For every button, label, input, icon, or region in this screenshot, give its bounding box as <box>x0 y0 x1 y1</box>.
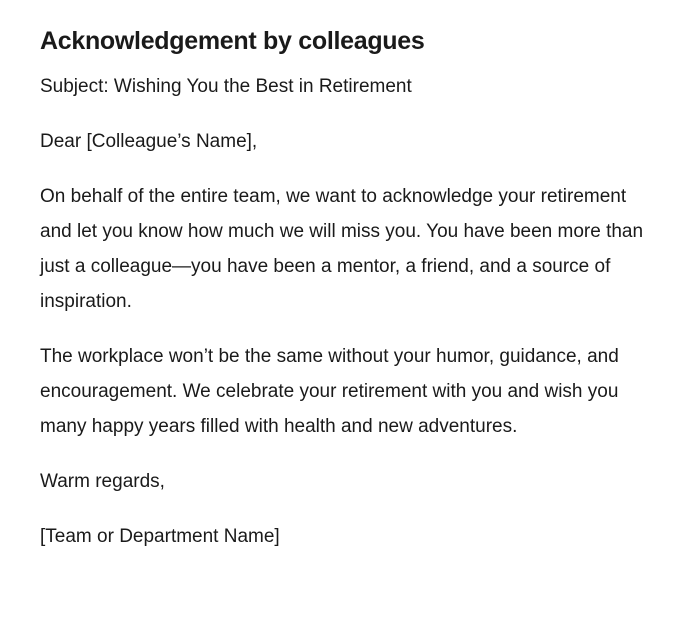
letter-greeting: Dear [Colleague’s Name], <box>40 131 258 152</box>
letter-signature: [Team or Department Name] <box>40 526 280 547</box>
letter-paragraph-2: The workplace won’t be the same without your humor, guidance, and encouragement. We celebrate your retirement with you and wish you many happy years filled with health and new adventures. <box>40 346 619 437</box>
letter-title: Acknowledgement by colleagues <box>40 27 425 55</box>
letter-subject: Subject: Wishing You the Best in Retirement <box>40 76 412 97</box>
letter-paragraph-1: On behalf of the entire team, we want to acknowledge your retirement and let you know how much we will miss you. You have been more than just a colleague—you have been a mentor, a friend, and a source of inspiration. <box>40 186 644 312</box>
letter-closing: Warm regards, <box>40 471 165 492</box>
